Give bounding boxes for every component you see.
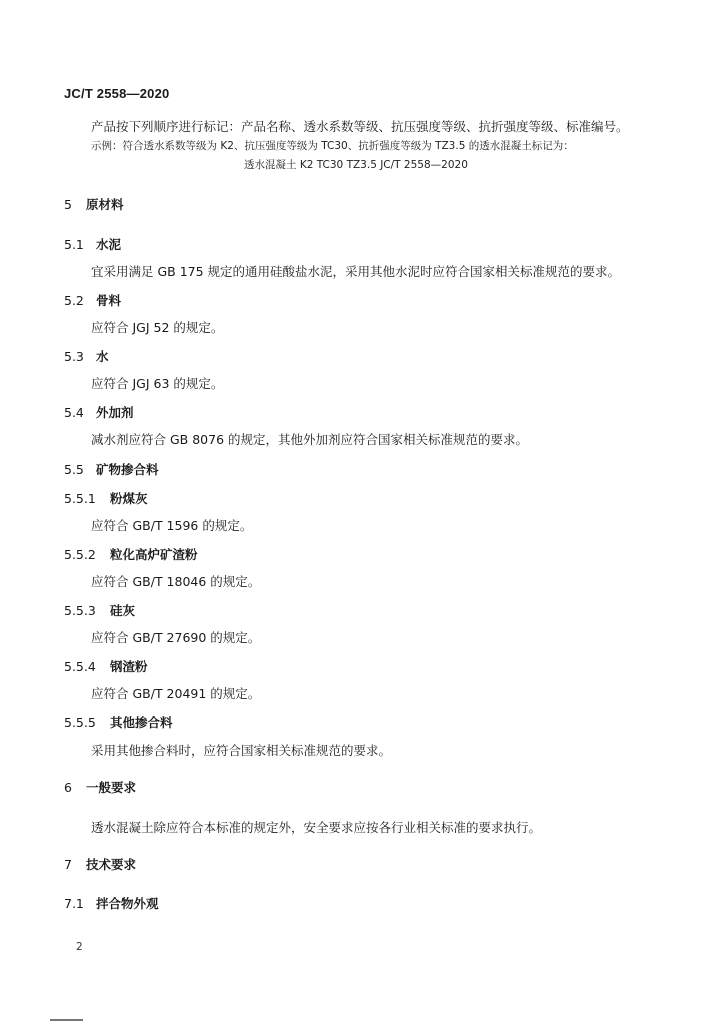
section-5-5-2-text: 应符合 GB/T 18046 的规定。 [91, 574, 261, 589]
section-6-heading [64, 778, 136, 796]
section-number: 7 [64, 857, 72, 872]
section-number: 5.5.5 [64, 715, 96, 730]
section-5-5-1-text: 应符合 GB/T 1596 的规定。 [91, 518, 253, 533]
section-title: 矿物掺合料 [96, 462, 159, 477]
section-5-5-heading [64, 460, 159, 478]
section-5-5-4-heading [64, 657, 148, 675]
section-7-1-heading [64, 894, 159, 912]
section-number: 5.5.3 [64, 603, 96, 618]
example-mark: 透水混凝土 K2 TC30 TZ3.5 JC/T 2558—2020 [244, 159, 468, 171]
section-title: 一般要求 [86, 780, 137, 795]
section-title: 水泥 [96, 237, 122, 252]
section-number: 5.5 [64, 462, 84, 477]
section-title: 钢渣粉 [110, 659, 148, 674]
section-5-5-1-heading [64, 489, 148, 507]
section-5-2-text: 应符合 JGJ 52 的规定。 [91, 320, 224, 335]
section-number: 5.5.1 [64, 491, 96, 506]
section-title: 原材料 [86, 197, 124, 212]
section-title: 外加剂 [96, 405, 134, 420]
section-5-5-5-text: 采用其他掺合料时，应符合国家相关标准规范的要求。 [91, 743, 392, 758]
section-title: 硅灰 [110, 603, 136, 618]
section-number: 5 [64, 197, 72, 212]
section-title: 水 [96, 349, 109, 364]
section-5-5-3-text: 应符合 GB/T 27690 的规定。 [91, 630, 261, 645]
section-5-1-text: 宜采用满足 GB 175 规定的通用硅酸盐水泥，采用其他水泥时应符合国家相关标准规范的要求。 [91, 264, 621, 279]
page-number: 2 [76, 941, 83, 953]
section-5-5-5-heading [64, 713, 173, 731]
section-number: 5.3 [64, 349, 84, 364]
section-5-4-text: 减水剂应符合 GB 8076 的规定，其他外加剂应符合国家相关标准规范的要求。 [91, 432, 528, 447]
example-label: 示例：符合透水系数等级为 K2、抗压强度等级为 TC30、抗折强度等级为 TZ3.5 的透水混凝土标记为： [91, 140, 574, 152]
section-title: 骨料 [96, 293, 122, 308]
section-number: 5.5.4 [64, 659, 96, 674]
section-title: 粒化高炉矿渣粉 [110, 547, 198, 562]
bottom-divider [50, 1019, 83, 1021]
section-number: 5.4 [64, 405, 84, 420]
document-code: JC/T 2558—2020 [64, 86, 170, 101]
marking-rule-text: 产品按下列顺序进行标记：产品名称、透水系数等级、抗压强度等级、抗折强度等级、标准编号。 [91, 119, 629, 134]
section-number: 5.5.2 [64, 547, 96, 562]
section-title: 技术要求 [86, 857, 137, 872]
section-5-5-2-heading [64, 545, 198, 563]
section-5-3-text: 应符合 JGJ 63 的规定。 [91, 376, 224, 391]
section-6-text: 透水混凝土除应符合本标准的规定外，安全要求应按各行业相关标准的要求执行。 [91, 820, 542, 835]
section-number: 5.1 [64, 237, 84, 252]
section-number: 7.1 [64, 896, 84, 911]
section-title: 粉煤灰 [110, 491, 148, 506]
section-5-5-4-text: 应符合 GB/T 20491 的规定。 [91, 686, 261, 701]
section-title: 其他掺合料 [110, 715, 173, 730]
section-7-heading [64, 855, 136, 873]
section-number: 6 [64, 780, 72, 795]
section-5-3-heading [64, 347, 109, 365]
section-5-5-3-heading [64, 601, 135, 619]
section-number: 5.2 [64, 293, 84, 308]
section-5-4-heading [64, 403, 134, 421]
section-5-2-heading [64, 291, 121, 309]
section-5-heading [64, 195, 124, 213]
section-5-1-heading [64, 235, 121, 253]
section-title: 拌合物外观 [96, 896, 159, 911]
